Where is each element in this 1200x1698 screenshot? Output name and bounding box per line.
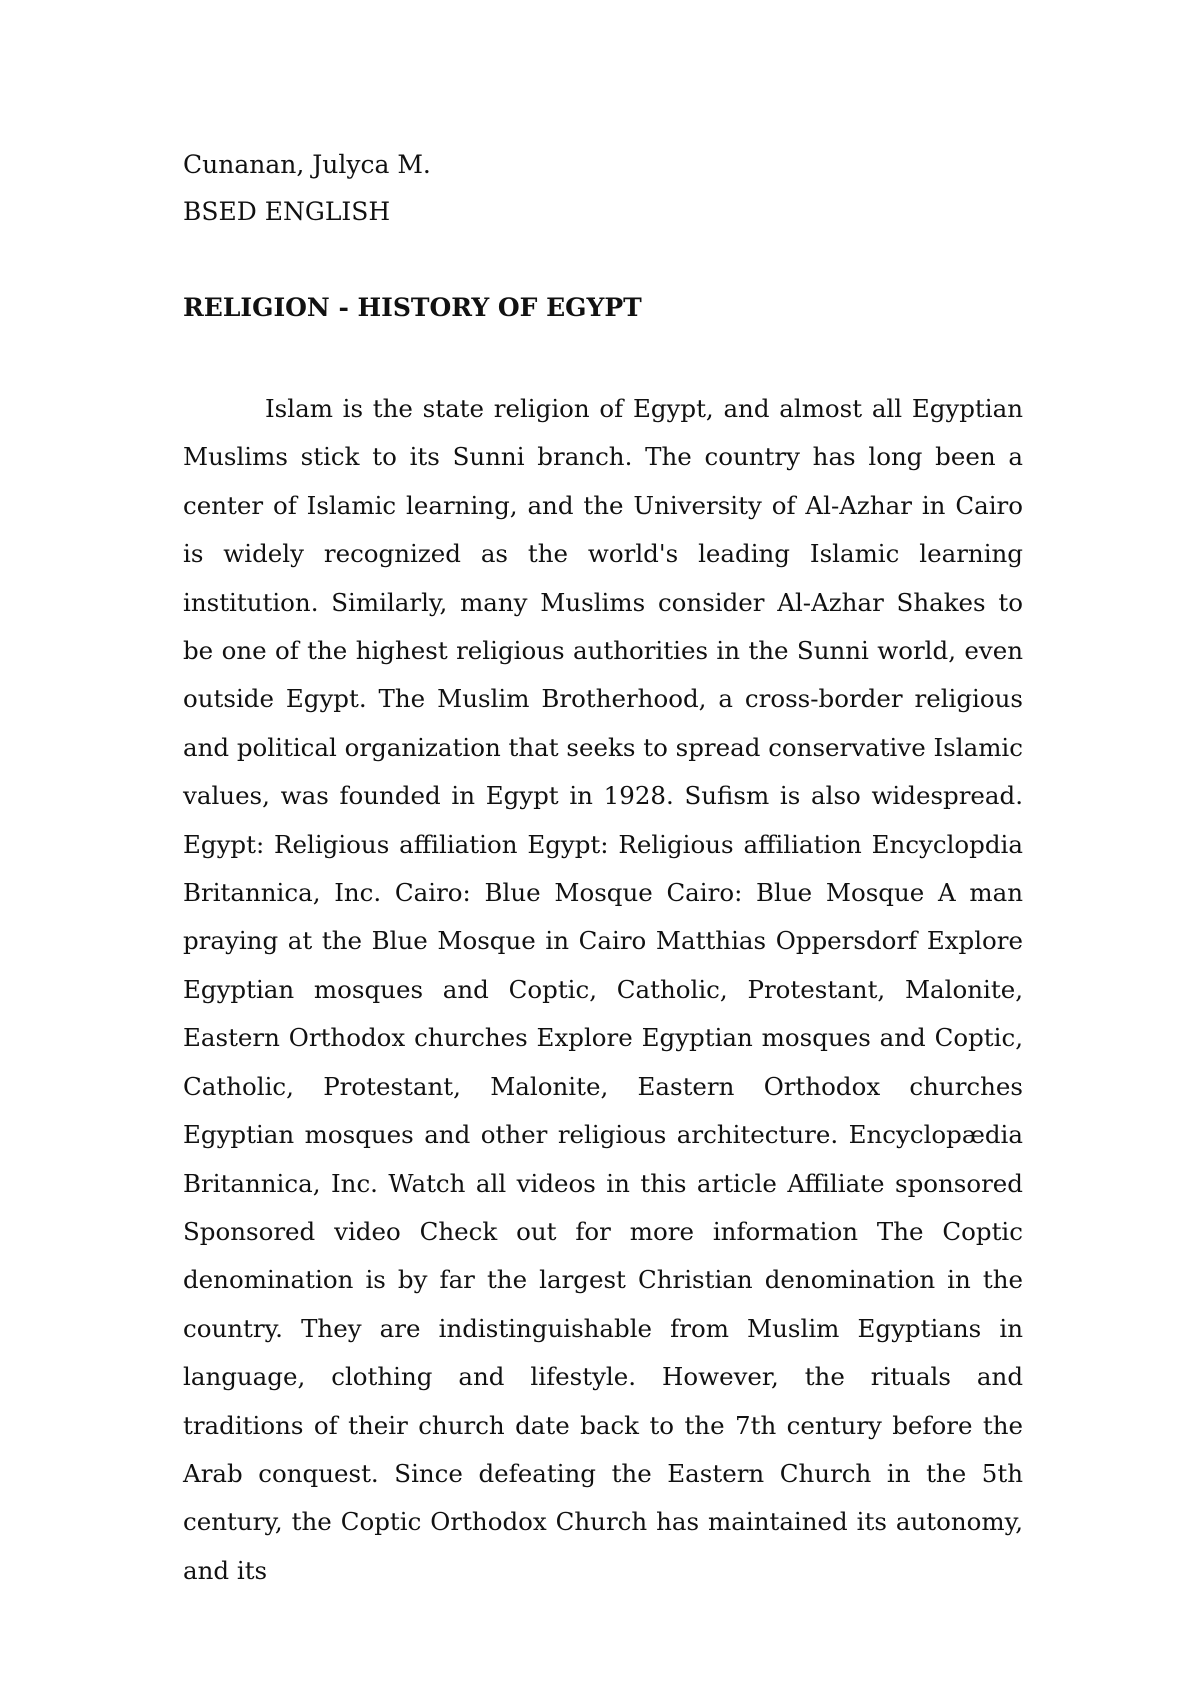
course-name: BSED ENGLISH <box>183 197 391 226</box>
document-title: RELIGION - HISTORY OF EGYPT <box>183 293 642 322</box>
body-paragraph: Islam is the state religion of Egypt, and almost all Egyptian Muslims stick to its Sunni branch. The country has long been a center of Islamic learning, and the University of Al-Azhar in Cairo is widely recognized as the world's leading Islamic learning institution. Similarly, many Muslims consider Al-Azhar Shakes to be one of the highest religious authorities in the Sunni world, even outside Egypt. The Muslim Brotherhood, a cross-border religious and political organization that seeks to spread conservative Islamic values, was founded in Egypt in 1928. Sufism is also widespread. Egypt: Religious affiliation Egypt: Religious affiliation Encyclopdia Britannica, Inc. Cairo: Blue Mosque Cairo: Blue Mosque A man praying at the Blue Mosque in Cairo Matthias Oppersdorf Explore Egyptian mosques and Coptic, Catholic, Protestant, Malonite, Eastern Orthodox churches Explore Egyptian mosques and Coptic, Catholic, Protestant, Malonite, Eastern Orthodox churches Egyptian mosques and other religious architecture. Encyclopædia Britannica, Inc. Watch all videos in this article Affiliate sponsored Sponsored video Check out for more information The Coptic denomination is by far the largest Christian denomination in the country. They are indistinguishable from Muslim Egyptians in language, clothing and lifestyle. However, the rituals and traditions of their church date back to the 7th century before the Arab conquest. Since defeating the Eastern Church in the 5th century, the Coptic Orthodox Church has maintained its autonomy, and its <box>183 394 1023 1585</box>
author-name: Cunanan, Julyca M. <box>183 150 431 179</box>
